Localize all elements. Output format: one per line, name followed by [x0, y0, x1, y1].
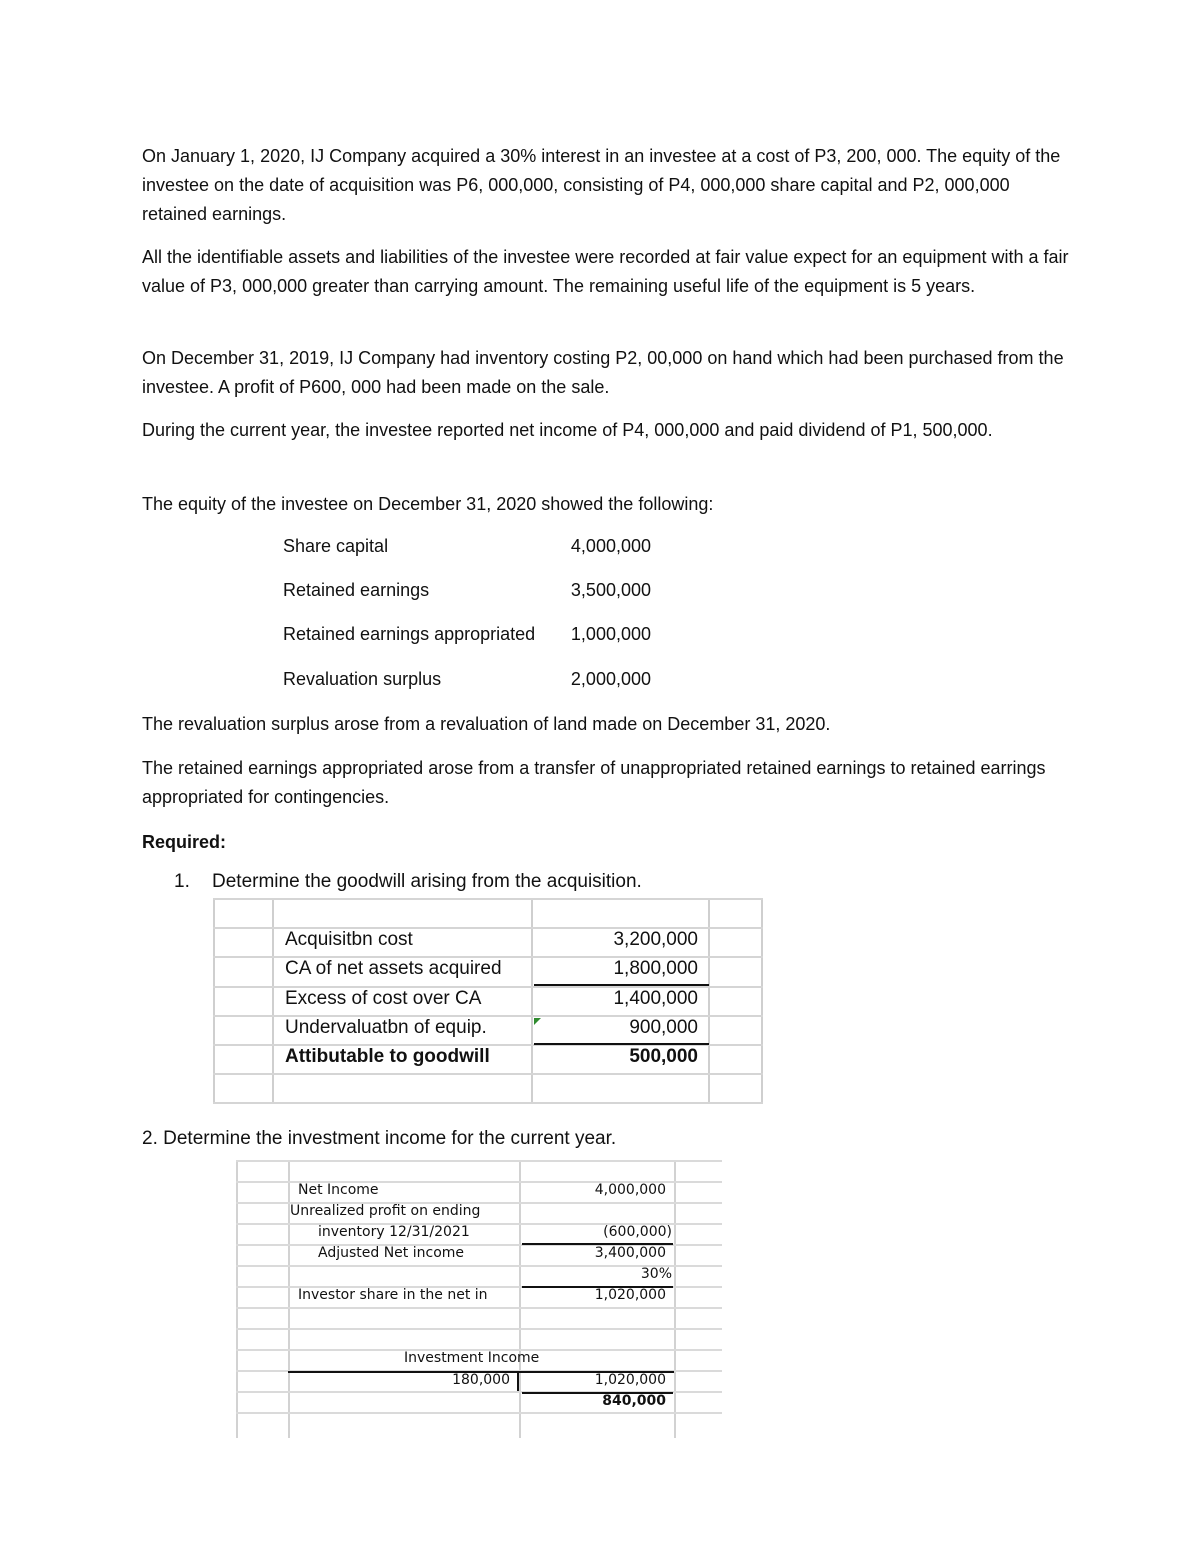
investor-share-value: 1,020,000 — [594, 1287, 666, 1303]
table-row-value: 3,200,000 — [613, 929, 698, 950]
table-row-value: 1,400,000 — [613, 988, 698, 1009]
equity-label: Retained earnings appropriated — [283, 624, 536, 644]
table-row-value: 1,800,000 — [613, 958, 698, 979]
table-row-value: 500,000 — [629, 1046, 698, 1067]
paragraph-appropriated: The retained earnings appropriated arose from a transfer of unappropriated retained earnings to retained earrings appropriated for contingencies. — [142, 758, 1046, 807]
share-percentage: 30% — [640, 1266, 672, 1282]
required-heading: Required: — [142, 832, 227, 852]
goodwill-table — [213, 898, 763, 1104]
net-income-value: 4,000,000 — [594, 1182, 666, 1198]
unrealized-profit-value: (600,000) — [603, 1224, 672, 1240]
unrealized-profit-label: Unrealized profit on ending — [290, 1203, 481, 1219]
investment-income-table — [236, 1160, 722, 1438]
investment-income-credit: 1,020,000 — [594, 1372, 666, 1388]
question-1 — [174, 871, 642, 893]
investment-income-final: 840,000 — [602, 1393, 666, 1409]
adjusted-net-income-value: 3,400,000 — [594, 1245, 666, 1261]
net-income-label: Net Income — [298, 1182, 379, 1198]
equity-label: Share capital — [283, 536, 389, 556]
table-row-label: Acquisitbn cost — [285, 929, 413, 950]
adjusted-net-income-label: Adjusted Net income — [318, 1245, 465, 1261]
question-2: 2. Determine the investment income for the current year. — [142, 1128, 617, 1149]
table-row-label: Undervaluatbn of equip. — [285, 1017, 487, 1038]
equity-value: 3,500,000 — [570, 580, 651, 600]
equity-label: Retained earnings — [283, 580, 430, 600]
table-row-value: 900,000 — [629, 1017, 698, 1038]
investment-income-debit: 180,000 — [452, 1372, 510, 1388]
equity-value: 1,000,000 — [570, 624, 651, 644]
question-1-text: Determine the goodwill arising from the acquisition. — [212, 871, 642, 892]
equity-label: Revaluation surplus — [283, 669, 442, 689]
equity-value: 4,000,000 — [570, 536, 651, 556]
table-row-label: Excess of cost over CA — [285, 988, 482, 1009]
paragraph-equity-intro: The equity of the investee on December 31, 2020 showed the following: — [142, 494, 714, 514]
paragraph-net-income: During the current year, the investee reported net income of P4, 000,000 and paid dividend of P1, 500,000. — [142, 420, 993, 440]
unrealized-profit-label-2: inventory 12/31/2021 — [318, 1224, 470, 1240]
cell-error-flag-icon — [534, 1018, 541, 1025]
table-row-label: Attibutable to goodwill — [285, 1046, 490, 1067]
table-row-label: CA of net assets acquired — [285, 958, 502, 979]
question-1-number: 1. — [174, 871, 190, 892]
paragraph-identifiable-assets: All the identifiable assets and liabilities of the investee were recorded at fair value expect for an equipment with a fair value of P3, 000,000 greater than carrying amount. The remaining useful life of the equipment is 5 years. — [142, 247, 1069, 296]
investor-share-label: Investor share in the net in — [298, 1287, 488, 1303]
equity-value: 2,000,000 — [570, 669, 651, 689]
paragraph-revaluation: The revaluation surplus arose from a revaluation of land made on December 31, 2020. — [142, 714, 831, 734]
paragraph-inventory: On December 31, 2019, IJ Company had inventory costing P2, 00,000 on hand which had been purchased from the investee. A profit of P600, 000 had been made on the sale. — [142, 348, 1064, 397]
paragraph-acquisition: On January 1, 2020, IJ Company acquired a 30% interest in an investee at a cost of P3, 200, 000. The equity of the investee on the date of acquisition was P6, 000,000, consisting of P4, 000,000 share capital and P2, 000,000 retained earnings. — [142, 146, 1061, 224]
investment-income-label: Investment Income — [404, 1350, 540, 1366]
